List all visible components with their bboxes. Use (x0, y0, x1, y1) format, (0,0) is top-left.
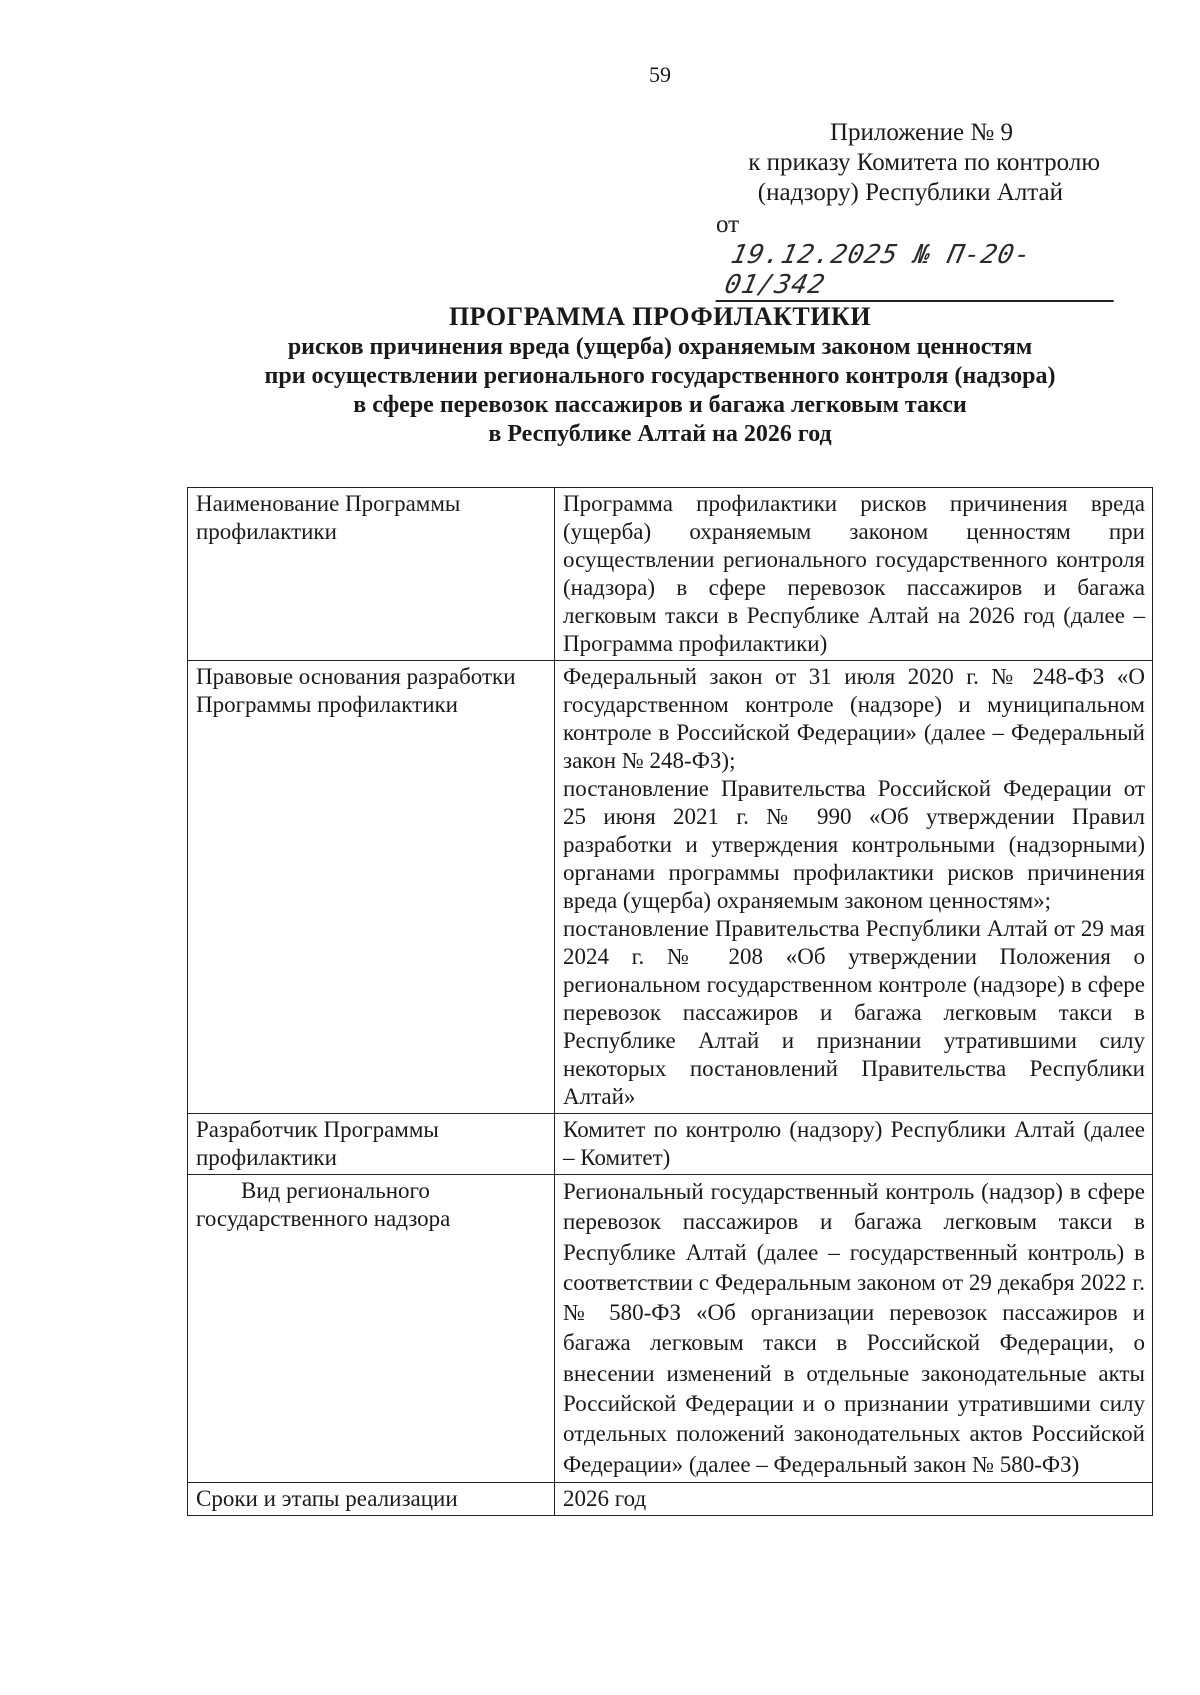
title-main: ПРОГРАММА ПРОФИЛАКТИКИ (448, 302, 872, 331)
row-value-timeline: 2026 год (555, 1482, 1153, 1515)
table-row (188, 1482, 1153, 1515)
table-row (188, 1114, 1153, 1175)
legal-basis-paragraph-3: постановление Правительства Республики Алтай от 29 мая 2024 г. № 208 «Об утверждении Положения о региональном государственном контроле (надзоре) в сфере перевозок пассажиров и багажа легковым такси в Республике Алтай и признании утратившими силу некоторых постановлений Правительства Республики Алтай» (563, 916, 1145, 1109)
table-row (188, 1175, 1153, 1483)
row-label-legal-basis: Правовые основания разработки Программы профилактики (188, 661, 555, 1114)
row-value-supervision-type: Региональный государственный контроль (надзор) в сфере перевозок пассажиров и багажа легковым такси в Республике Алтай (далее – государственный контроль) в соответствии с Федеральным законом от 29 декабря 2022 г. № 580-ФЗ «Об организации перевозок пассажиров и багажа легковым такси в Российской Федерации, о внесении изменений в отдельные законодательные акты Российской Федерации и о признании утратившими силу отдельных положений законодательных актов Российской Федерации» (далее – Федеральный закон № 580-ФЗ) (555, 1175, 1153, 1483)
appendix-authority: (надзору) Республики Алтай (757, 179, 1063, 206)
date-prefix: от (716, 211, 740, 238)
page-number: 59 (649, 62, 671, 87)
appendix-number: Приложение № 9 (829, 119, 1013, 146)
row-value-developer: Комитет по контролю (надзору) Республики Алтай (далее – Комитет) (555, 1114, 1153, 1175)
title-line-4: в Республике Алтай на 2026 год (488, 421, 832, 447)
document-title (200, 300, 1120, 449)
legal-basis-paragraph-2: постановление Правительства Российской Федерации от 25 июня 2021 г. № 990 «Об утверждении Правил разработки и утверждения контрольными (надзорными) органами программы профилактики рисков причинения вреда (ущерба) охраняемым законом ценностям»; (563, 776, 1145, 913)
appendix-block (700, 118, 1120, 302)
supervision-type-label-line-1: Вид регионального (241, 1178, 430, 1203)
supervision-type-label-line-2: государственного надзора (196, 1206, 451, 1231)
table-row (188, 488, 1153, 661)
appendix-order-ref: к приказу Комитета по контролю (748, 149, 1100, 176)
row-label-program-name: Наименование Программы профилактики (188, 488, 555, 661)
row-label-timeline: Сроки и этапы реализации (188, 1482, 555, 1515)
row-label-supervision-type (188, 1175, 555, 1483)
title-line-1: рисков причинения вреда (ущерба) охраняемым законом ценностям (287, 334, 1033, 360)
program-passport-table (187, 487, 1153, 1516)
title-line-2: при осуществлении регионального государственного контроля (надзора) (264, 363, 1056, 389)
appendix-date-line (700, 210, 1120, 302)
row-value-legal-basis (555, 661, 1153, 1114)
legal-basis-paragraph-1: Федеральный закон от 31 июля 2020 г. № 248-ФЗ «О государственном контроле (надзоре) и муниципальном контроле в Российской Федерации» (далее – Федеральный закон № 248-ФЗ); (563, 664, 1145, 773)
row-label-developer: Разработчик Программы профилактики (188, 1114, 555, 1175)
title-line-3: в сфере перевозок пассажиров и багажа легковым такси (353, 392, 967, 418)
handwritten-date: 19.12.2025 № П-20-01/342 (715, 240, 1126, 302)
table-row (188, 661, 1153, 1114)
row-value-program-name: Программа профилактики рисков причинения вреда (ущерба) охраняемым законом ценностям при осуществлении регионального государственного контроля (надзора) в сфере перевозок пассажиров и багажа легковым такси в Республике Алтай на 2026 год (далее – Программа профилактики) (555, 488, 1153, 661)
